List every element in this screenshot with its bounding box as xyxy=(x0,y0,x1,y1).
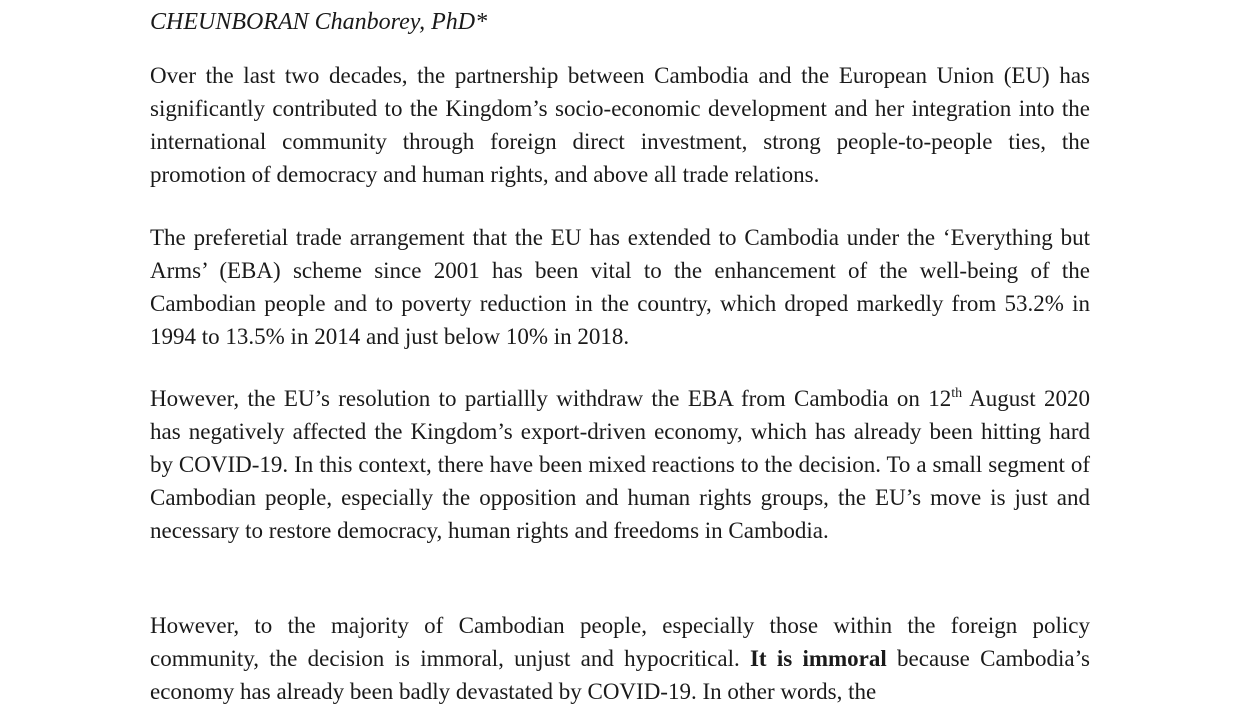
paragraph-3 xyxy=(150,382,1090,547)
paragraph-4-text-end: because Cambodia’s economy has already been badly devastated by COVID-19. In other words, the xyxy=(150,646,1090,704)
paragraph-2: The preferetial trade arrangement that the EU has extended to Cambodia under the ‘Everything but Arms’ (EBA) scheme since 2001 has been vital to the enhancement of the well-being of the Cambodian people and to poverty reduction in the country, which droped markedly from 53.2% in 1994 to 13.5% in 2014 and just below 10% in 2018. xyxy=(150,225,1090,349)
paragraph-4 xyxy=(150,609,1090,708)
paragraph-4-text-start: However, to the majority of Cambodian people, especially those within the foreign policy community, the decision is immoral, unjust and hypocritical. xyxy=(150,613,1090,671)
bold-emphasis: It is immoral xyxy=(749,646,887,671)
author-byline: CHEUNBORAN Chanborey, PhD* xyxy=(150,9,488,35)
paragraph-3-text-start: However, the EU’s resolution to partiallly withdraw the EBA from Cambodia on 12 xyxy=(150,386,952,411)
paragraph-1: Over the last two decades, the partnership between Cambodia and the European Union (EU) has significantly contributed to the Kingdom’s socio-economic development and her integration into the international community through foreign direct investment, strong people-to-people ties, the promotion of democracy and human rights, and above all trade relations. xyxy=(150,63,1090,187)
paragraph-3-text-end: August 2020 has negatively affected the Kingdom’s export-driven economy, which has already been hitting hard by COVID-19. In this context, there have been mixed reactions to the decision. To a small segment of Cambodian people, especially the opposition and human rights groups, the EU’s move is just and necessary to restore democracy, human rights and freedoms in Cambodia. xyxy=(150,386,1090,543)
date-ordinal-superscript: th xyxy=(951,386,963,401)
